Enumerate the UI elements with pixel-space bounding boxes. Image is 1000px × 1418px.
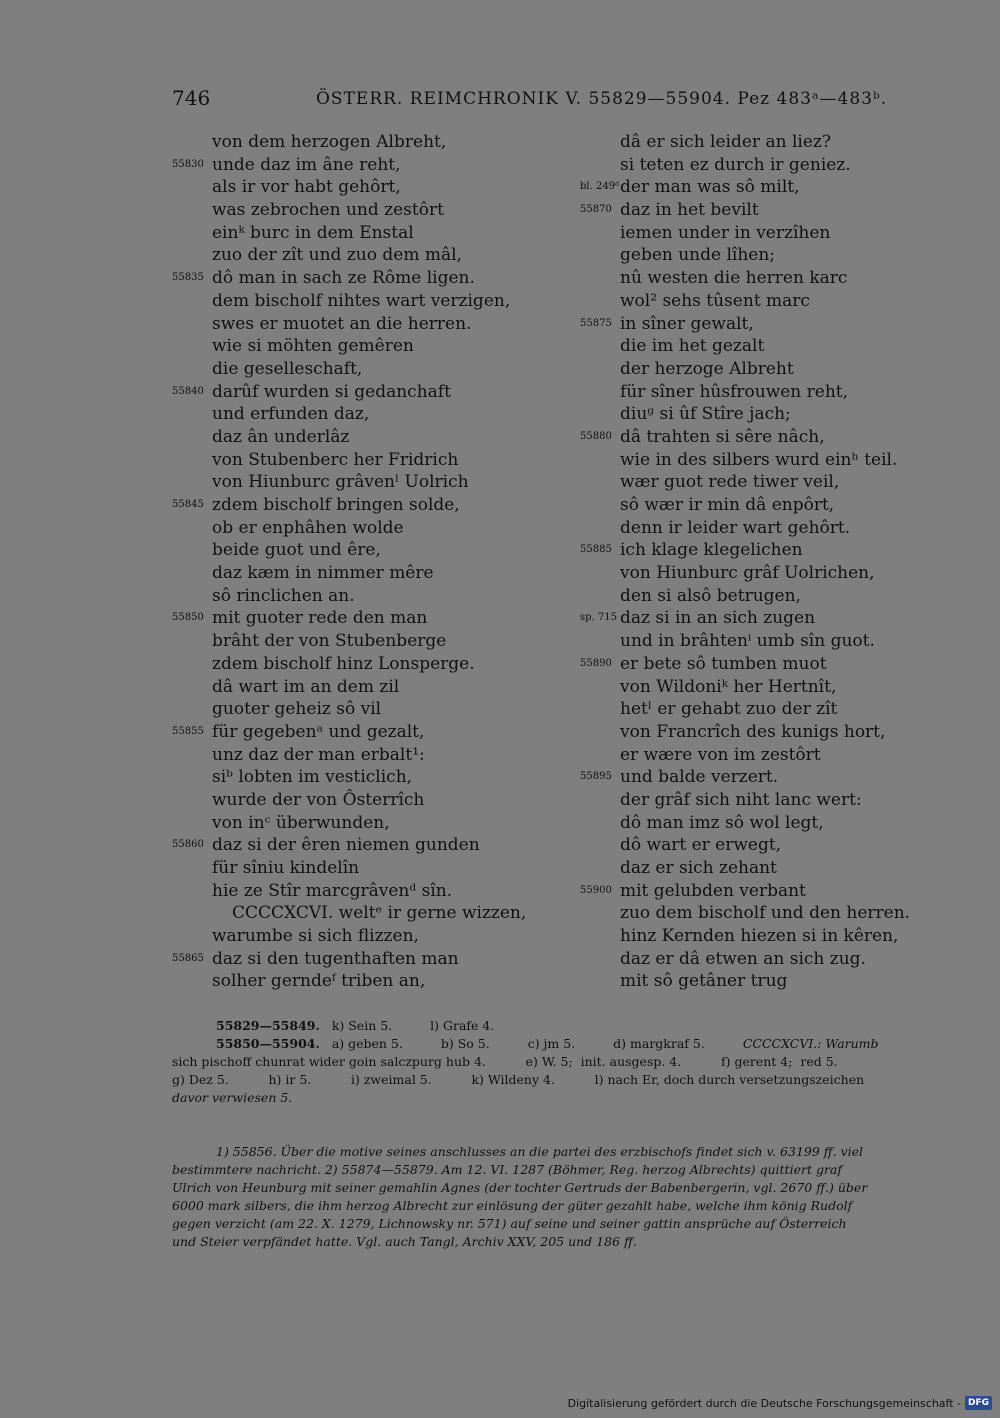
verse-line bbox=[172, 653, 552, 676]
verse-line bbox=[172, 857, 552, 880]
verse-line bbox=[172, 131, 552, 154]
verse-line bbox=[580, 857, 980, 880]
verse-text: beide guot und êre, bbox=[212, 540, 381, 561]
verse-line bbox=[580, 539, 980, 562]
line-number: 55830 bbox=[172, 158, 204, 170]
verse-line bbox=[172, 426, 552, 449]
verse-text: ich klage klegelichen bbox=[620, 540, 803, 561]
apparatus-item: a) geben 5. bbox=[331, 1036, 403, 1051]
verse-line bbox=[172, 539, 552, 562]
line-number: 55840 bbox=[172, 385, 204, 397]
line-number: 55875 bbox=[580, 317, 612, 329]
footnote-line: und Steier verpfändet hatte. Vgl. auch Tangl, Archiv XXV, 205 und 186 ff. bbox=[172, 1234, 637, 1249]
verse-line bbox=[172, 970, 552, 993]
verse-line bbox=[580, 335, 980, 358]
verse-text: von Francrîch des kunigs hort, bbox=[620, 721, 886, 742]
verse-text: der grâf sich niht lanc wert: bbox=[620, 789, 862, 810]
verse-text: daz ân underlâz bbox=[212, 426, 350, 447]
verse-line bbox=[172, 267, 552, 290]
line-number: 55865 bbox=[172, 952, 204, 964]
line-number: 55890 bbox=[580, 657, 612, 669]
verse-text: der herzoge Albreht bbox=[620, 358, 794, 379]
verse-line bbox=[172, 244, 552, 267]
verse-line bbox=[580, 630, 980, 653]
line-number: 55880 bbox=[580, 430, 612, 442]
verse-text: iemen under in verzîhen bbox=[620, 222, 831, 243]
verse-text: swes er muotet an die herren. bbox=[212, 313, 472, 334]
verse-line bbox=[580, 267, 980, 290]
verse-text: von inᶜ überwunden, bbox=[212, 812, 390, 833]
verse-text: dâ trahten si sêre nâch, bbox=[620, 426, 825, 447]
verse-line bbox=[172, 154, 552, 177]
apparatus-line: davor verwiesen 5. bbox=[172, 1090, 293, 1105]
verse-line bbox=[580, 517, 980, 540]
verse-line bbox=[172, 925, 552, 948]
footnote-line: 6000 mark silbers, die ihm herzog Albrecht zur einlösung der güter gezahlt habe, welche ihm könig Rudolf bbox=[172, 1198, 853, 1213]
verse-line bbox=[172, 335, 552, 358]
verse-text: daz si in an sich zugen bbox=[620, 608, 816, 629]
verse-text: darûf wurden si gedanchaft bbox=[212, 381, 451, 402]
apparatus-line: sich pischoff chunrat wider goin salczpurg hub 4. e) W. 5; init. ausgesp. 4. f) gerent 4; red 5. bbox=[172, 1054, 838, 1069]
verse-text: daz er sich zehant bbox=[620, 858, 777, 878]
verse-text: der man was sô milt, bbox=[620, 177, 800, 198]
apparatus-line bbox=[172, 1017, 970, 1035]
verse-text: für sîner hûsfrouwen reht, bbox=[620, 381, 849, 402]
dfg-logo-icon: DFG bbox=[965, 1396, 992, 1410]
verse-line bbox=[172, 948, 552, 971]
verse-line bbox=[580, 744, 980, 767]
verse-line bbox=[172, 381, 552, 404]
apparatus-item: l) Grafe 4. bbox=[430, 1018, 495, 1033]
verse-line bbox=[172, 721, 552, 744]
apparatus-item: CCCCXCVI.: Warumb bbox=[742, 1036, 879, 1051]
verse-line bbox=[172, 449, 552, 472]
verse-text: si teten ez durch ir geniez. bbox=[620, 154, 851, 175]
verse-line bbox=[580, 676, 980, 699]
verse-line bbox=[172, 313, 552, 336]
verse-line bbox=[580, 766, 980, 789]
line-number: 55885 bbox=[580, 544, 612, 556]
verse-text: hinz Kernden hiezen si in kêren, bbox=[620, 926, 899, 947]
verse-text: daz kæm in nimmer mêre bbox=[212, 563, 434, 584]
verse-text: sô wær ir min dâ enpôrt, bbox=[620, 495, 835, 515]
line-number: 55870 bbox=[580, 204, 612, 216]
verse-line bbox=[580, 562, 980, 585]
credit-text: Digitalisierung gefördert durch die Deutsche Forschungsgemeinschaft - bbox=[567, 1396, 961, 1410]
verse-line bbox=[580, 313, 980, 336]
verse-text: den si alsô betrugen, bbox=[620, 585, 801, 606]
verse-text: und erfunden daz, bbox=[212, 404, 370, 425]
verse-text: daz si der êren niemen gunden bbox=[212, 835, 480, 856]
line-number: 55845 bbox=[172, 499, 204, 510]
verse-line bbox=[172, 698, 552, 721]
verse-text: daz er dâ etwen an sich zug. bbox=[620, 948, 866, 969]
line-number: 55855 bbox=[172, 725, 204, 737]
apparatus-item: d) margkraf 5. bbox=[613, 1036, 705, 1051]
verse-text: er wære von im zestôrt bbox=[620, 744, 821, 765]
verse-line bbox=[172, 880, 552, 903]
verse-line bbox=[580, 449, 980, 472]
verse-text: wær guot rede tiwer veil, bbox=[620, 472, 840, 493]
verse-text: zdem bischolf bringen solde, bbox=[212, 495, 460, 515]
verse-text: und in brâhtenⁱ umb sîn guot. bbox=[620, 631, 875, 652]
footnote-line: 1) 55856. Über die motive seines anschlusses an die partei des erzbischofs findet sich v. 63199 ff. viel bbox=[216, 1144, 864, 1159]
verse-line bbox=[580, 358, 980, 381]
verse-text: hetˡ er gehabt zuo der zît bbox=[620, 699, 838, 720]
footnote-line: gegen verzicht (am 22. X. 1279, Lichnowsky nr. 571) auf seine und seiner gattin ansprüche auf Österreich bbox=[172, 1216, 847, 1231]
verse-line bbox=[580, 721, 980, 744]
verse-text: als ir vor habt gehôrt, bbox=[212, 177, 401, 198]
verse-line bbox=[580, 948, 980, 971]
verse-text: hie ze Stîr marcgrâvenᵈ sîn. bbox=[212, 880, 453, 901]
verse-text: dô wart er erwegt, bbox=[620, 835, 782, 856]
verse-text: ob er enphâhen wolde bbox=[212, 517, 404, 538]
line-number: 55895 bbox=[580, 771, 612, 783]
verse-text: unde daz im âne reht, bbox=[212, 154, 401, 175]
verse-line bbox=[580, 176, 980, 199]
verse-line bbox=[580, 494, 980, 517]
verse-text: von dem herzogen Albreht, bbox=[212, 132, 447, 152]
left-verse-column bbox=[172, 131, 552, 993]
verse-text: für sîniu kindelîn bbox=[212, 858, 360, 878]
verse-line bbox=[172, 199, 552, 222]
verse-text: dô man imz sô wol legt, bbox=[620, 812, 824, 833]
verse-line bbox=[580, 199, 980, 222]
verse-line bbox=[580, 880, 980, 903]
verse-line bbox=[172, 789, 552, 812]
verse-line bbox=[172, 834, 552, 857]
apparatus-range: 55850—55904. bbox=[216, 1036, 320, 1051]
verse-text: zdem bischolf hinz Lonsperge. bbox=[212, 653, 475, 674]
verse-line bbox=[580, 585, 980, 608]
critical-apparatus bbox=[172, 1017, 970, 1107]
verse-text: zuo der zît und zuo dem mâl, bbox=[212, 245, 462, 266]
verse-text: er bete sô tumben muot bbox=[620, 653, 827, 674]
verse-line bbox=[580, 154, 980, 177]
line-number: 55860 bbox=[172, 839, 204, 851]
line-number: bl. 249ᵈ bbox=[580, 181, 620, 193]
footnote-line: bestimmtere nachricht. 2) 55874—55879. Am 12. VI. 1287 (Böhmer, Reg. herzog Albrechts) quittiert graf bbox=[172, 1162, 843, 1177]
verse-line bbox=[580, 834, 980, 857]
line-number: 55900 bbox=[580, 884, 612, 896]
footnotes bbox=[172, 1143, 970, 1251]
verse-text: wol² sehs tûsent marc bbox=[620, 290, 810, 311]
digitization-credit bbox=[568, 1396, 992, 1410]
verse-line bbox=[172, 812, 552, 835]
verse-text: mit guoter rede den man bbox=[212, 608, 428, 629]
verse-line bbox=[580, 970, 980, 993]
verse-text: geben unde lîhen; bbox=[620, 245, 776, 266]
verse-text: wurde der von Ôsterrîch bbox=[212, 789, 425, 810]
verse-text: von Hiunburc grâvenˡ Uolrich bbox=[212, 472, 469, 493]
apparatus-item: k) Sein 5. bbox=[331, 1018, 393, 1033]
verse-line bbox=[580, 244, 980, 267]
verse-line bbox=[580, 698, 980, 721]
verse-line bbox=[172, 676, 552, 699]
verse-text: dâ wart im an dem zil bbox=[212, 676, 400, 697]
verse-line bbox=[172, 766, 552, 789]
right-verse-column bbox=[580, 131, 980, 993]
verse-line bbox=[172, 744, 552, 767]
verse-line bbox=[580, 426, 980, 449]
running-head: ÖSTERR. REIMCHRONIK V. 55829—55904. Pez 483ᵃ—483ᵇ. bbox=[316, 89, 888, 109]
verse-text: die geselleschaft, bbox=[212, 358, 363, 379]
verse-text: nû westen die herren karc bbox=[620, 268, 848, 289]
verse-line bbox=[580, 902, 980, 925]
apparatus-item: b) So 5. bbox=[440, 1036, 490, 1051]
verse-line bbox=[172, 902, 552, 925]
apparatus-item: c) jm 5. bbox=[527, 1036, 576, 1051]
line-number: sp. 715 bbox=[580, 612, 617, 624]
verse-text: guoter geheiz sô vil bbox=[212, 699, 382, 720]
verse-text: mit gelubden verbant bbox=[620, 880, 806, 901]
verse-line bbox=[172, 290, 552, 313]
apparatus-line bbox=[172, 1035, 970, 1053]
verse-text: dâ er sich leider an liez? bbox=[620, 132, 831, 152]
page-number: 746 bbox=[172, 86, 211, 110]
apparatus-line: g) Dez 5. h) ir 5. i) zweimal 5. k) Wildeny 4. l) nach Er, doch durch versetzungszeichen bbox=[172, 1072, 865, 1087]
verse-line bbox=[172, 358, 552, 381]
verse-line bbox=[580, 290, 980, 313]
verse-line bbox=[172, 607, 552, 630]
verse-text: sô rinclichen an. bbox=[212, 585, 355, 606]
verse-line bbox=[172, 585, 552, 608]
line-number: 55835 bbox=[172, 272, 204, 284]
verse-text: brâht der von Stubenberge bbox=[212, 631, 447, 652]
verse-text: einᵏ burc in dem Enstal bbox=[212, 222, 414, 243]
verse-line bbox=[580, 607, 980, 630]
verse-line bbox=[580, 471, 980, 494]
verse-line bbox=[172, 494, 552, 517]
verse-line bbox=[172, 176, 552, 199]
verse-text: warumbe si sich flizzen, bbox=[212, 926, 419, 947]
verse-text: und balde verzert. bbox=[620, 767, 779, 788]
verse-text: zuo dem bischolf und den herren. bbox=[620, 903, 911, 924]
verse-text: in sîner gewalt, bbox=[620, 313, 754, 334]
verse-line bbox=[580, 925, 980, 948]
verse-text: wie in des silbers wurd einʰ teil. bbox=[620, 449, 898, 470]
footnote-line: Ulrich von Heunburg mit seiner gemahlin Agnes (der tochter Gertruds der Babenbergerin, vgl. 2670 ff.) über bbox=[172, 1180, 868, 1195]
verse-line bbox=[172, 222, 552, 245]
verse-text: daz in het bevilt bbox=[620, 200, 759, 221]
verse-line bbox=[172, 517, 552, 540]
verse-text: solher gerndeᶠ triben an, bbox=[212, 971, 426, 992]
verse-text: denn ir leider wart gehôrt. bbox=[620, 517, 851, 538]
verse-line bbox=[580, 381, 980, 404]
verse-text: mit sô getâner trug bbox=[620, 971, 788, 992]
verse-text: von Hiunburc grâf Uolrichen, bbox=[620, 563, 875, 584]
verse-line bbox=[172, 630, 552, 653]
verse-text: daz si den tugenthaften man bbox=[212, 948, 459, 969]
verse-text: CCCCXCVI. weltᵉ ir gerne wizzen, bbox=[232, 903, 527, 924]
verse-text: von Stubenberc her Fridrich bbox=[212, 449, 459, 470]
verse-text: für gegebenᵃ und gezalt, bbox=[212, 721, 425, 742]
verse-text: dô man in sach ze Rôme ligen. bbox=[212, 268, 475, 289]
verse-line bbox=[580, 812, 980, 835]
verse-line bbox=[580, 653, 980, 676]
verse-text: was zebrochen und zestôrt bbox=[212, 200, 444, 221]
apparatus-range: 55829—55849. bbox=[216, 1018, 320, 1033]
verse-text: wie si möhten gemêren bbox=[212, 336, 414, 357]
verse-line bbox=[580, 403, 980, 426]
verse-text: siᵇ lobten im vesticlich, bbox=[212, 767, 413, 788]
verse-text: die im het gezalt bbox=[620, 336, 765, 357]
verse-line bbox=[172, 403, 552, 426]
verse-line bbox=[580, 789, 980, 812]
verse-line bbox=[580, 131, 980, 154]
verse-text: diuᵍ si ûf Stîre jach; bbox=[620, 404, 791, 425]
verse-line bbox=[172, 471, 552, 494]
verse-text: von Wildoniᵏ her Hertnît, bbox=[620, 676, 837, 697]
line-number: 55850 bbox=[172, 612, 204, 624]
verse-text: unz daz der man erbalt¹: bbox=[212, 744, 425, 765]
verse-line bbox=[580, 222, 980, 245]
verse-line bbox=[172, 562, 552, 585]
verse-text: dem bischolf nihtes wart verzigen, bbox=[212, 290, 511, 311]
